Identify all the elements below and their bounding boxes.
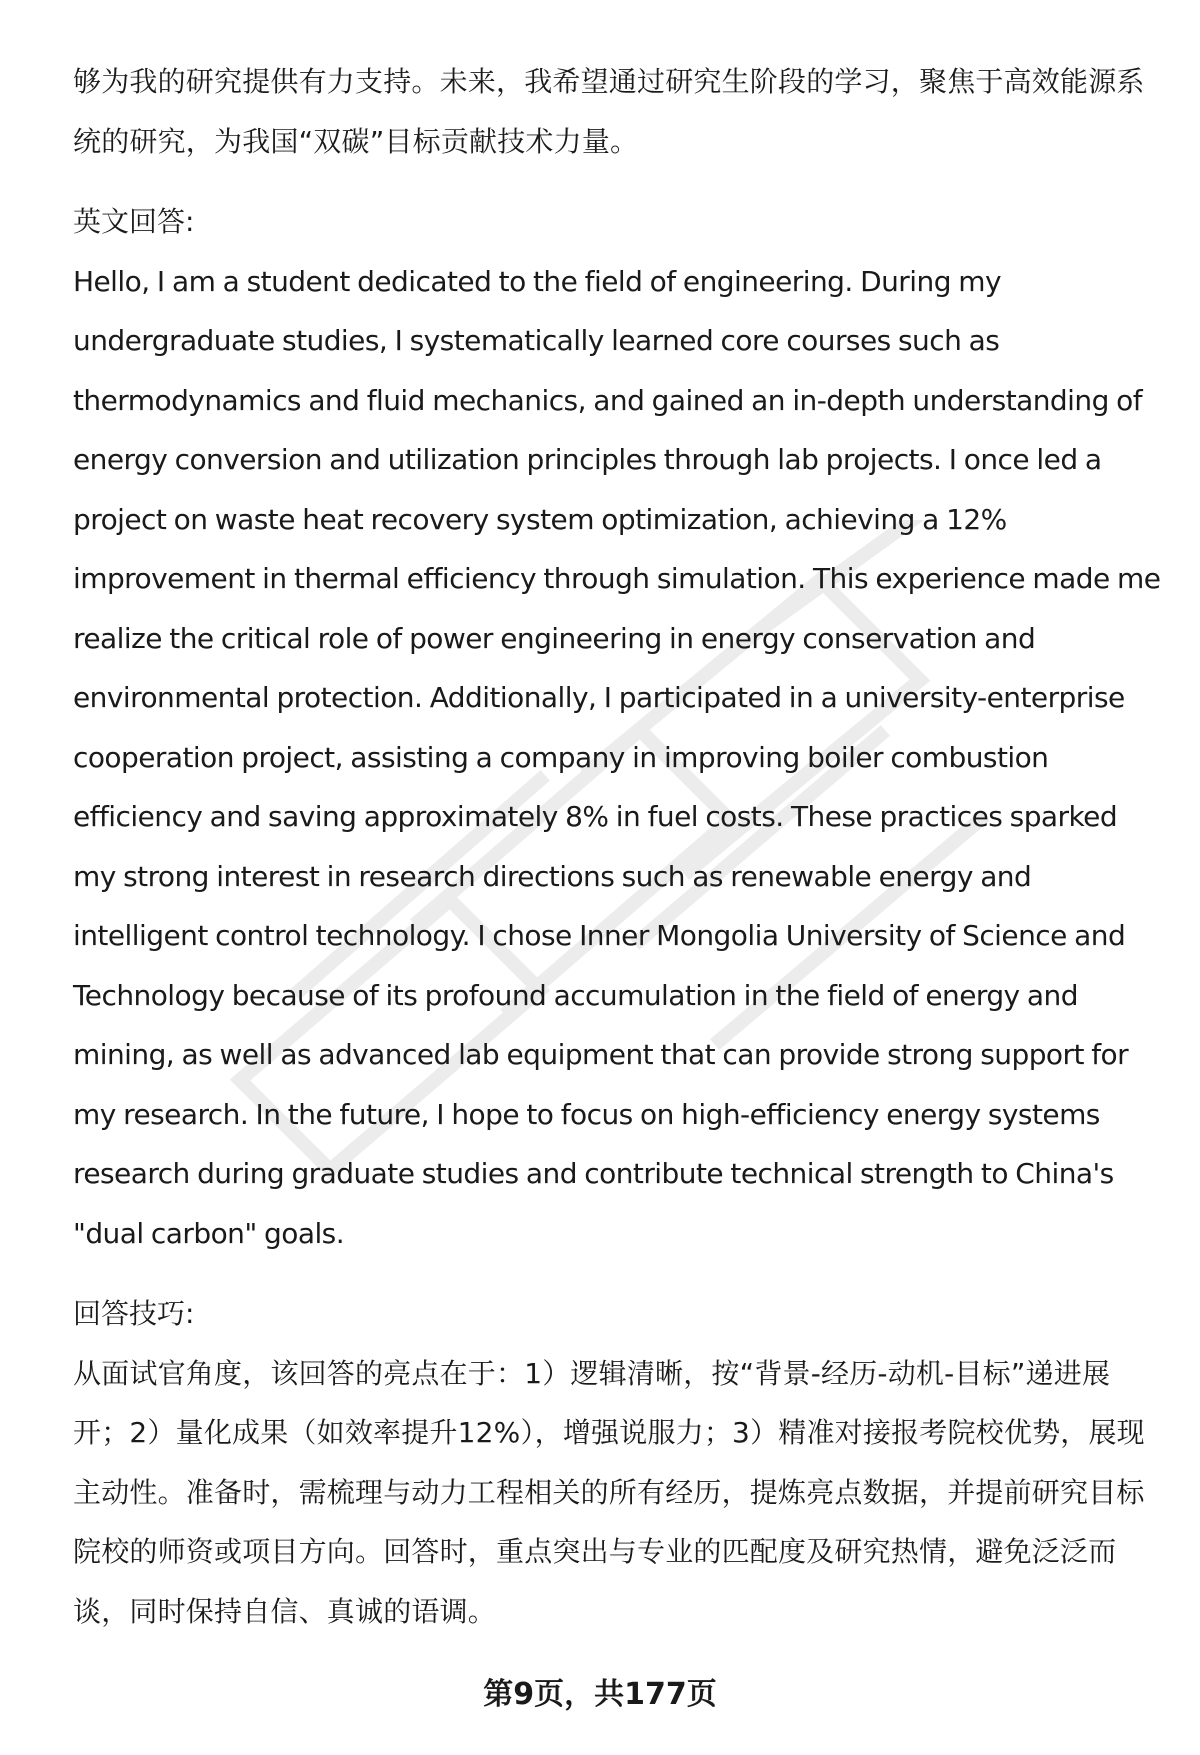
paragraph-spacer	[73, 171, 1163, 192]
answer-tips-paragraph: 从面试官角度，该回答的亮点在于：1）逻辑清晰，按“背景-经历-动机-目标”递进展开；2）量化成果（如效率提升12%），增强说服力；3）精准对接报考院校优势，展现主动性。准备时，需梳理与动力工程相关的所有经历，提炼亮点数据，并提前研究目标院校的师资或项目方向。回答时，重点突出与专业的匹配度及研究热情，避免泛泛而谈，同时保持自信、真诚的语调。	[73, 1356, 1145, 1628]
paragraph-spacer	[73, 1263, 1163, 1284]
intro-continuation-paragraph: 够为我的研究提供有力支持。未来，我希望通过研究生阶段的学习，聚焦于高效能源系统的研究，为我国“双碳”目标贡献技术力量。	[73, 65, 1145, 158]
page-number-footer: 第9页，共177页	[483, 1677, 717, 1712]
english-answer-paragraph: Hello, I am a student dedicated to the field of engineering. During my undergraduate studies, I systematically learned core courses such as thermodynamics and fluid mechanics, and gained an in-depth understanding of energy conversion and utilization principles through lab projects. I once led a project on waste heat recovery system optimization, achieving a 12% improvement in thermal efficiency through simulation. This experience made me realize the critical role of power engineering in energy conservation and environmental protection. Additionally, I participated in a university-enterprise cooperation project, assisting a company in improving boiler combustion efficiency and saving approximately 8% in fuel costs. These practices sparked my strong interest in research directions such as renewable energy and intelligent control technology. I chose Inner Mongolia University of Science and Technology because of its profound accumulation in the field of energy and mining, as well as advanced lab equipment that can provide strong support for my research. In the future, I hope to focus on high-efficiency energy systems research during graduate studies and contribute technical strength to China's "dual carbon" goals.	[73, 264, 1161, 1250]
english-answer-heading: 英文回答:	[73, 205, 195, 238]
document-body	[73, 52, 1163, 1641]
answer-tips-heading: 回答技巧:	[73, 1297, 195, 1330]
